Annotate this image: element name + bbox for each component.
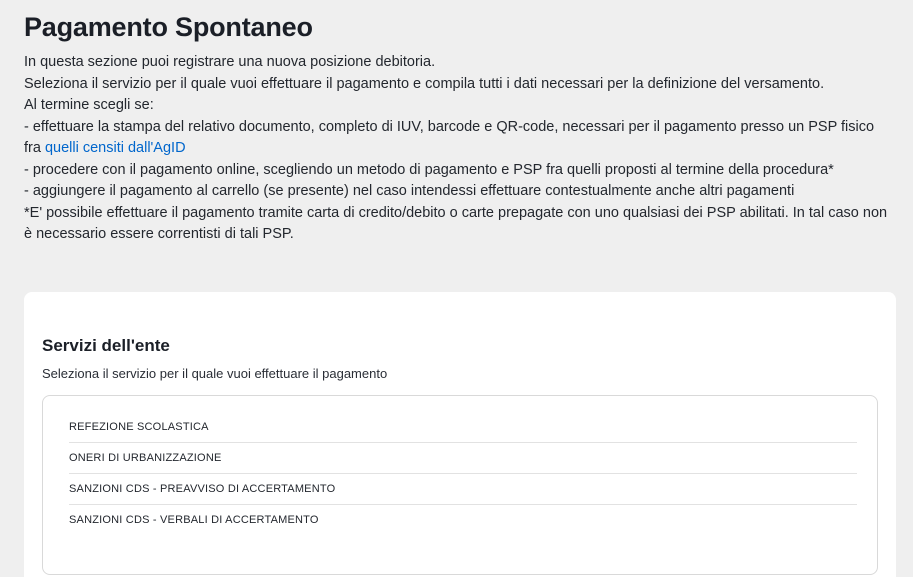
- service-item-sanzioni-cds-verbali[interactable]: SANZIONI CDS - VERBALI DI ACCERTAMENTO: [69, 514, 319, 526]
- intro-line-1: In questa sezione puoi registrare una nuova posizione debitoria.: [24, 54, 436, 70]
- intro-line-5: - procedere con il pagamento online, scegliendo un metodo di pagamento e PSP fra quelli proposti al termine della procedura*: [24, 161, 834, 178]
- service-item-sanzioni-cds-preavviso[interactable]: SANZIONI CDS - PREAVVISO DI ACCERTAMENTO: [69, 474, 857, 505]
- services-card: [24, 292, 896, 577]
- services-heading: Servizi dell'ente: [42, 335, 170, 355]
- services-list: [42, 395, 878, 575]
- intro-line-6: - aggiungere il pagamento al carrello (se presente) nel caso intendessi effettuare contestualmente anche altri pagamenti: [24, 183, 795, 199]
- service-item-refezione-scolastica[interactable]: REFEZIONE SCOLASTICA: [69, 412, 857, 443]
- intro-line-4: [24, 117, 893, 160]
- intro-line-7: *E' possibile effettuare il pagamento tramite carta di credito/debito o carte prepagate con uno qualsiasi dei PSP abilitati. In tal caso non è necessario essere correntisti di tali PSP.: [24, 204, 888, 242]
- intro-text: [24, 52, 893, 246]
- intro-line-4-text: - effettuare la stampa del relativo documento, completo di IUV, barcode e QR-code, necessari per il pagamento presso un PSP fisico fra: [24, 118, 875, 156]
- page-title: Pagamento Spontaneo: [24, 12, 313, 42]
- service-item-oneri-urbanizzazione[interactable]: ONERI DI URBANIZZAZIONE: [69, 443, 857, 474]
- services-subtitle: Seleziona il servizio per il quale vuoi effettuare il pagamento: [42, 365, 388, 381]
- agid-census-link[interactable]: quelli censiti dall'AgID: [44, 140, 186, 156]
- intro-line-2: Seleziona il servizio per il quale vuoi effettuare il pagamento e compila tutti i dati necessari per la definizione del versamento.: [24, 75, 825, 92]
- intro-line-3: Al termine scegli se:: [24, 97, 154, 113]
